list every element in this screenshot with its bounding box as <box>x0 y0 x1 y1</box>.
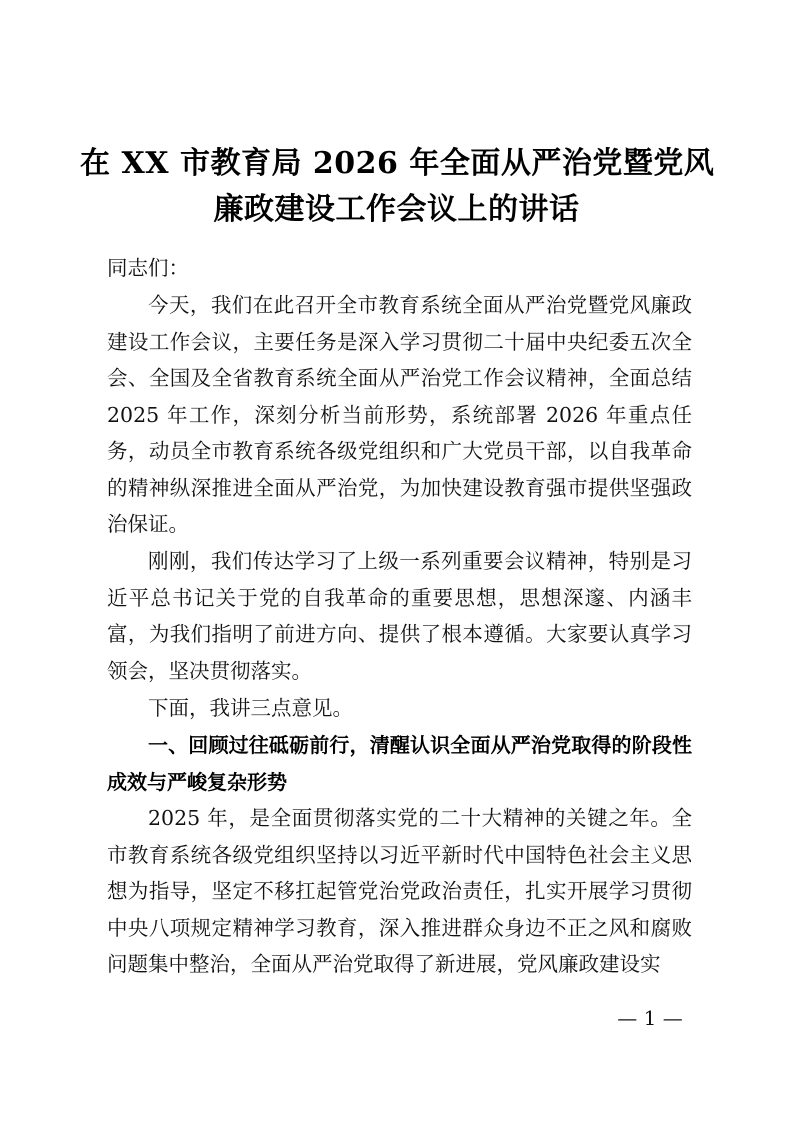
document-title-line-1: 在 XX 市教育局 2026 年全面从严治党暨党风 <box>80 146 715 181</box>
paragraph-spirit: 刚刚，我们传达学习了上级一系列重要会议精神，特别是习近平总书记关于党的自我革命的重要思想，思想深邃、内涵丰富，为我们指明了前进方向、提供了根本遵循。大家要认真学习领会，坚决贯彻落实。 <box>107 549 692 683</box>
page-number: — 1 — <box>617 1006 683 1030</box>
paragraph-transition: 下面，我讲三点意见。 <box>148 696 353 720</box>
paragraph-intro: 今天，我们在此召开全市教育系统全面从严治党暨党风廉政建设工作会议，主要任务是深入学习贯彻二十届中央纪委五次全会、全国及全省教育系统全面从严治党工作会议精神，全面总结 2025 年工作，深刻分析当前形势，系统部署 2026 年重点任务，动员全市教育系统各级党组织和广大党员干部，以自我革命的精神纵深推进全面从严治党，为加快建设教育强市提供坚强政治保证。 <box>107 293 692 536</box>
paragraph-section-1-body: 2025 年，是全面贯彻落实党的二十大精神的关键之年。全市教育系统各级党组织坚持以习近平新时代中国特色社会主义思想为指导，坚定不移扛起管党治党政治责任，扎实开展学习贯彻中央八项规定精神学习教育，深入推进群众身边不正之风和腐败问题集中整治，全面从严治党取得了新进展，党风廉政建设实 <box>107 806 692 976</box>
salutation: 同志们： <box>107 256 189 280</box>
section-heading-1: 一、回顾过往砥砺前行，清醒认识全面从严治党取得的阶段性成效与严峻复杂形势 <box>107 733 692 794</box>
document-title-line-2: 廉政建设工作会议上的讲话 <box>213 192 580 227</box>
